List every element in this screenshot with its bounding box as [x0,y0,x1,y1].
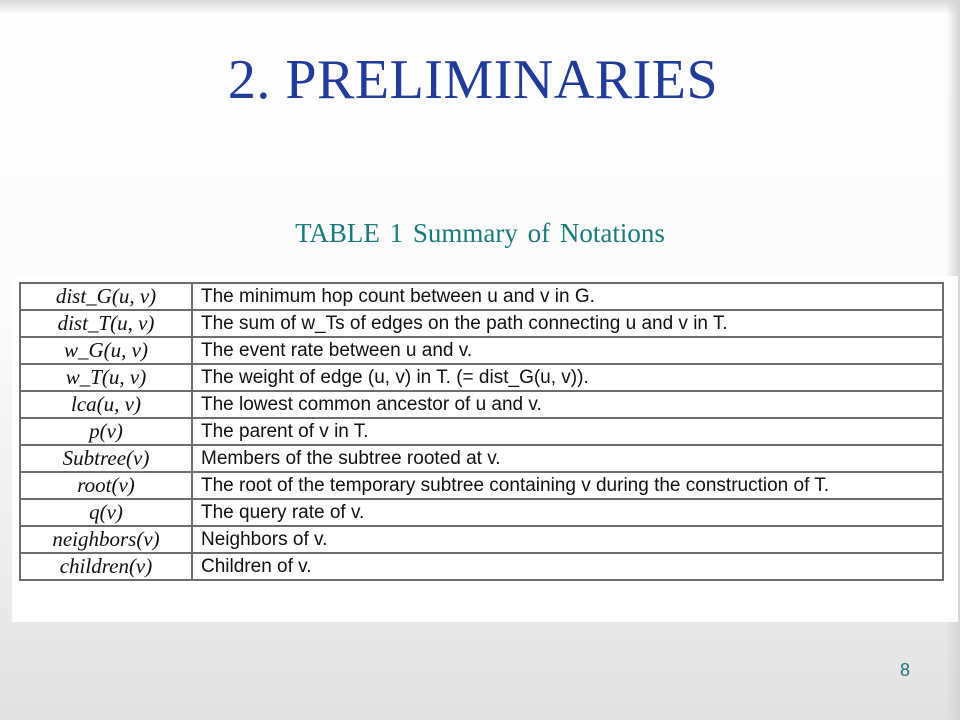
table-row [20,445,943,472]
page-number: 8 [900,660,911,680]
table-row [20,499,943,526]
notation-description: Members of the subtree rooted at v. [192,445,943,472]
notation-description: Children of v. [192,553,943,580]
notation-symbol: neighbors(v) [20,526,192,553]
table-row [20,364,943,391]
table-row [20,472,943,499]
notation-table [19,282,944,581]
table-caption: TABLE 1 Summary of Notations [295,218,665,248]
notation-table-panel [12,276,958,622]
notation-symbol: dist_T(u, v) [20,310,192,337]
notation-description: The query rate of v. [192,499,943,526]
notation-symbol: children(v) [20,553,192,580]
notation-symbol: dist_G(u, v) [20,283,192,310]
table-row [20,391,943,418]
slide-title: 2. PRELIMINARIES [227,49,719,111]
notation-symbol: w_T(u, v) [20,364,192,391]
table-row [20,418,943,445]
notation-description: The root of the temporary subtree containing v during the construction of T. [192,472,943,499]
notation-symbol: Subtree(v) [20,445,192,472]
notation-description: The minimum hop count between u and v in G. [192,283,943,310]
notation-description: The event rate between u and v. [192,337,943,364]
slide-top-shadow [0,0,960,14]
table-row [20,337,943,364]
notation-description: Neighbors of v. [192,526,943,553]
notation-symbol: w_G(u, v) [20,337,192,364]
notation-symbol: lca(u, v) [20,391,192,418]
table-row [20,283,943,310]
table-row [20,310,943,337]
table-row [20,526,943,553]
notation-symbol: p(v) [20,418,192,445]
table-row [20,553,943,580]
notation-symbol: q(v) [20,499,192,526]
notation-description: The sum of w_Ts of edges on the path connecting u and v in T. [192,310,943,337]
notation-description: The lowest common ancestor of u and v. [192,391,943,418]
notation-symbol: root(v) [20,472,192,499]
notation-description: The weight of edge (u, v) in T. (= dist_G(u, v)). [192,364,943,391]
notation-description: The parent of v in T. [192,418,943,445]
